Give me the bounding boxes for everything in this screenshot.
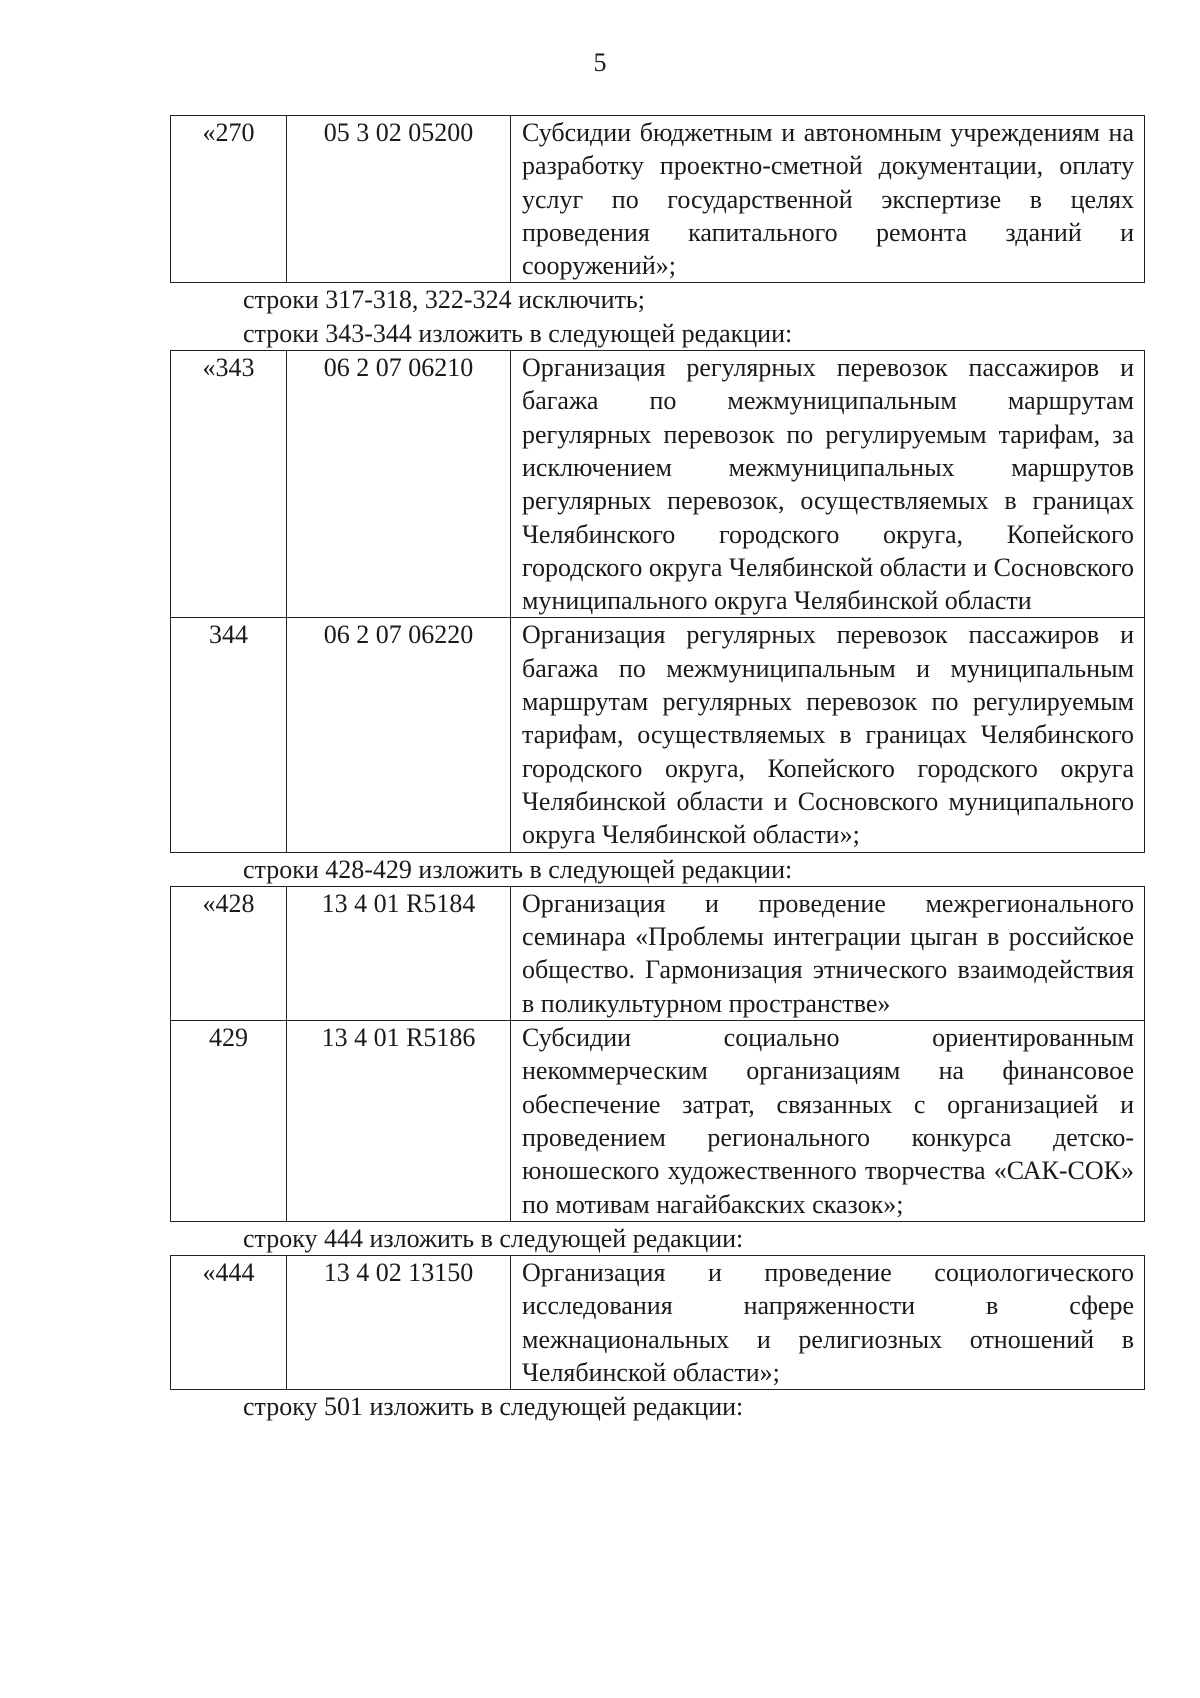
table-row [171,618,1145,852]
instruction-text: строку 501 изложить в следующей редакции: [243,1392,744,1422]
table-row [171,1256,1145,1390]
row-number-cell: «343 [171,351,287,618]
description-cell: Организация и проведение межрегионального семинара «Проблемы интеграции цыган в российское общество. Гармонизация этнического взаимодействия в поликультурном пространстве» [511,886,1145,1020]
document-body [170,115,1134,1424]
amendment-table-343-344 [170,350,1145,852]
budget-code-cell: 06 2 07 06220 [287,618,511,852]
table-row [171,1021,1145,1222]
description-cell: Субсидии социально ориентированным некоммерческим организациям на финансовое обеспечение затрат, связанных с организацией и проведением регионального конкурса детско-юношеского художественного творчества «САК-СОК» по мотивам нагайбакских сказок»; [511,1021,1145,1222]
instruction-text: строку 444 изложить в следующей редакции: [243,1223,744,1253]
description-cell: Организация регулярных перевозок пассажиров и багажа по межмуниципальным и муниципальным маршрутам регулярных перевозок по регулируемым тарифам, осуществляемых в границах Челябинского городского округа, Копейского городского округа Челябинской области и Сосновского муниципального округа Челябинской области»; [511,618,1145,852]
page-number: 5 [593,48,607,77]
amendment-table-444 [170,1255,1145,1390]
instruction-text: строки 317-318, 322-324 исключить; [243,285,646,315]
budget-code-cell: 13 4 02 13150 [287,1256,511,1390]
budget-code-cell: 05 3 02 05200 [287,116,511,283]
amendment-table-428-429 [170,886,1145,1222]
description-cell: Субсидии бюджетным и автономным учреждениям на разработку проектно-сметной документации, оплату услуг по государственной экспертизе в целях проведения капитального ремонта зданий и сооружений»; [511,116,1145,283]
row-number-cell: 344 [171,618,287,852]
instruction-text: строки 343-344 изложить в следующей редакции: [243,318,793,348]
table-row [171,886,1145,1020]
table-row [171,116,1145,283]
budget-code-cell: 13 4 01 R5184 [287,886,511,1020]
row-number-cell: «444 [171,1256,287,1390]
budget-code-cell: 13 4 01 R5186 [287,1021,511,1222]
row-number-cell: «428 [171,886,287,1020]
table-row [171,351,1145,618]
row-number-cell: «270 [171,116,287,283]
instruction-text: строки 428-429 изложить в следующей редакции: [243,854,793,884]
description-cell: Организация и проведение социологического исследования напряженности в сфере межнациональных и религиозных отношений в Челябинской области»; [511,1256,1145,1390]
budget-code-cell: 06 2 07 06210 [287,351,511,618]
amendment-table-270 [170,115,1145,283]
row-number-cell: 429 [171,1021,287,1222]
description-cell: Организация регулярных перевозок пассажиров и багажа по межмуниципальным маршрутам регулярных перевозок по регулируемым тарифам, за исключением межмуниципальных маршрутов регулярных перевозок, осуществляемых в границах Челябинского городского округа, Копейского городского округа Челябинской области и Сосновского муниципального округа Челябинской области [511,351,1145,618]
